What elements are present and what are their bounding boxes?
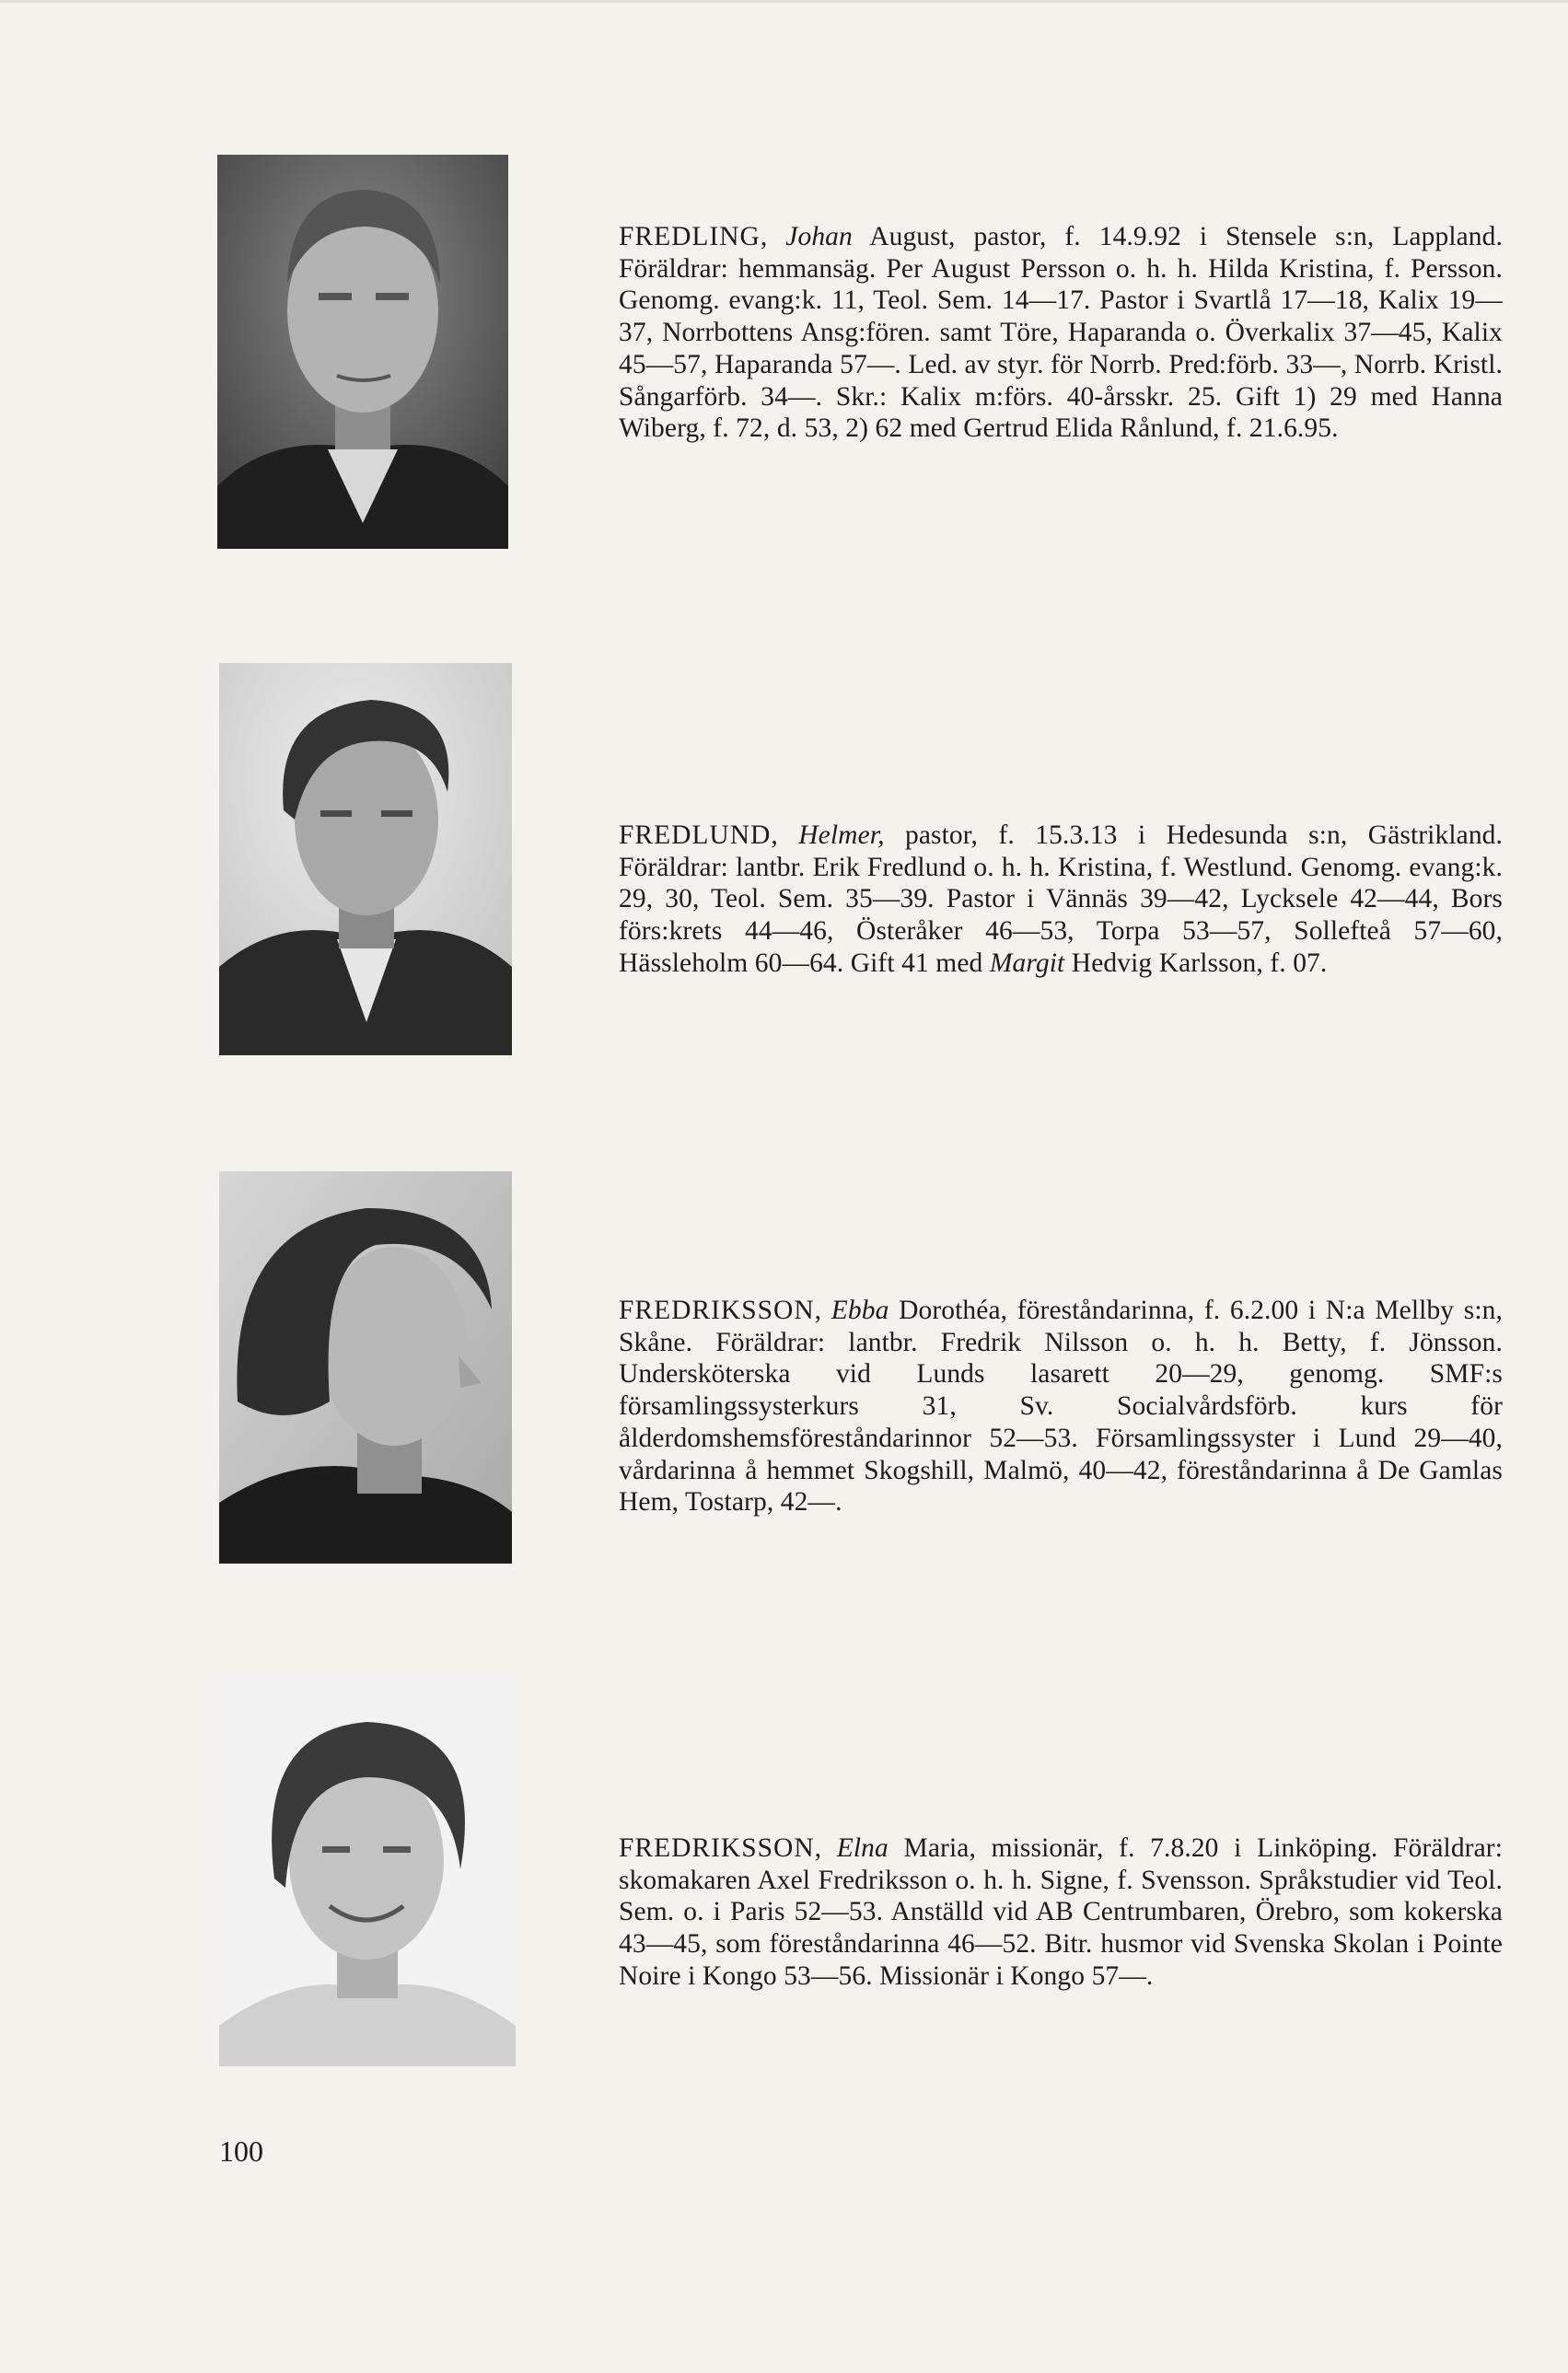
portrait-photo: [219, 1171, 512, 1564]
surname: FREDRIKSSON: [619, 1833, 815, 1863]
biography-body-end: Hedvig Karlsson, f. 07.: [1064, 948, 1328, 978]
biography-text: FREDLING, Johan August, pastor, f. 14.9.92 i Stensele s:n, Lappland. Föräldrar: hemmansäg. Per August Persson o. h. h. Hilda Kristina, f. Persson. Genomg. evang:k. 11, Teol. Sem. 14—17. Pastor i Svartlå 17—18, Kalix 19—37, Norrbottens Ansg:fören. samt Töre, Haparanda o. Överkalix 37—45, Kalix 45—57, Haparanda 57—. Led. av styr. för Norrb. Pred:förb. 33—, Norrb. Kristl. Sångarförb. 34—. Skr.: Kalix m:förs. 40-årsskr. 25. Gift 1) 29 med Hanna Wiberg, f. 72, d. 53, 2) 62 med Gertrud Elida Rånlund, f. 21.6.95.: [619, 222, 1503, 444]
biography-body: pastor, f. 15.3.13 i Hedesunda s:n, Gästrikland. Föräldrar: lantbr. Erik Fredlund o. h. h. Kristina, f. Westlund. Genomg. evang:k. 29, 30, Teol. Sem. 35—39. Pastor i Vännäs 39—42, Lycksele 42—44, Bors förs:krets 44—46, Österåker 46—53, Torpa 53—57, Sollefteå 57—60, Hässleholm 60—64. Gift 41 med: [619, 820, 1503, 978]
biography-body: Maria, missionär, f. 7.8.20 i Linköping. Föräldrar: skomakaren Axel Fredriksson o. h. h. Signe, f. Svensson. Språkstudier vid Teol. Sem. o. i Paris 52—53. Anställd vid AB Centrumbaren, Örebro, som kokerska 43—45, som föreståndarinna 46—52. Bitr. husmor vid Svenska Skolan i Pointe Noire i Kongo 53—56. Missionär i Kongo 57—.: [619, 1833, 1504, 1991]
biography-text: FREDRIKSSON, Elna Maria, missionär, f. 7.8.20 i Linköping. Föräldrar: skomakaren Axel Fredriksson o. h. h. Signe, f. Svensson. Språkstudier vid Teol. Sem. o. i Paris 52—53. Anställd vid AB Centrumbaren, Örebro, som kokerska 43—45, som föreståndarinna 46—52. Bitr. husmor vid Svenska Skolan i Pointe Noire i Kongo 53—56. Missionär i Kongo 57—.: [619, 1833, 1504, 1991]
portrait-photo: [217, 155, 508, 549]
biography-text: FREDRIKSSON, Ebba Dorothéa, föreståndarinna, f. 6.2.00 i N:a Mellby s:n, Skåne. Föräldrar: lantbr. Fredrik Nilsson o. h. h. Betty, f. Jönsson. Undersköterska vid Lunds lasarett 20—29, genomg. SMF:s församlingssysterkurs 31, Sv. Socialvårdsförb. kurs för ålderdomshemsföreståndarinnor 52—53. Församlingssyster i Lund 29—40, vårdarinna å hemmet Skogshill, Malmö, 40—42, föreståndarinna å De Gamlas Hem, Tostarp, 42—.: [619, 1296, 1504, 1518]
surname: FREDRIKSSON: [619, 1296, 815, 1325]
surname: FREDLING: [619, 222, 761, 251]
given-name: Ebba: [830, 1296, 889, 1325]
surname: FREDLUND: [619, 820, 772, 850]
page-number: 100: [219, 2135, 263, 2168]
portrait-photo: [219, 1676, 516, 2066]
given-name: Elna: [836, 1833, 889, 1863]
portrait-photo: [219, 663, 512, 1055]
given-name: Helmer,: [798, 820, 885, 850]
given-name: Johan: [785, 222, 853, 251]
biography-text: FREDLUND, Helmer, pastor, f. 15.3.13 i Hedesunda s:n, Gästrikland. Föräldrar: lantbr. Erik Fredlund o. h. h. Kristina, f. Westlund. Genomg. evang:k. 29, 30, Teol. Sem. 35—39. Pastor i Vännäs 39—42, Lycksele 42—44, Bors förs:krets 44—46, Österåker 46—53, Torpa 53—57, Sollefteå 57—60, Hässleholm 60—64. Gift 41 med Margit Hedvig Karlsson, f. 07.: [619, 820, 1503, 978]
biography-body: August, pastor, f. 14.9.92 i Stensele s:n, Lappland. Föräldrar: hemmansäg. Per August Persson o. h. h. Hilda Kristina, f. Persson. Genomg. evang:k. 11, Teol. Sem. 14—17. Pastor i Svartlå 17—18, Kalix 19—37, Norrbottens Ansg:fören. samt Töre, Haparanda o. Överkalix 37—45, Kalix 45—57, Haparanda 57—. Led. av styr. för Norrb. Pred:förb. 33—, Norrb. Kristl. Sångarförb. 34—. Skr.: Kalix m:förs. 40-årsskr. 25. Gift 1) 29 med Hanna Wiberg, f. 72, d. 53, 2) 62 med Gertrud Elida Rånlund, f. 21.6.95.: [619, 222, 1503, 444]
biography-body: Dorothéa, föreståndarinna, f. 6.2.00 i N:a Mellby s:n, Skåne. Föräldrar: lantbr. Fredrik Nilsson o. h. h. Betty, f. Jönsson. Undersköterska vid Lunds lasarett 20—29, genomg. SMF:s församlingssysterkurs 31, Sv. Socialvårdsförb. kurs för ålderdomshemsföreståndarinnor 52—53. Församlingssyster i Lund 29—40, vårdarinna å hemmet Skogshill, Malmö, 40—42, föreståndarinna å De Gamlas Hem, Tostarp, 42—.: [619, 1296, 1504, 1518]
spouse-name: Margit: [989, 948, 1065, 978]
